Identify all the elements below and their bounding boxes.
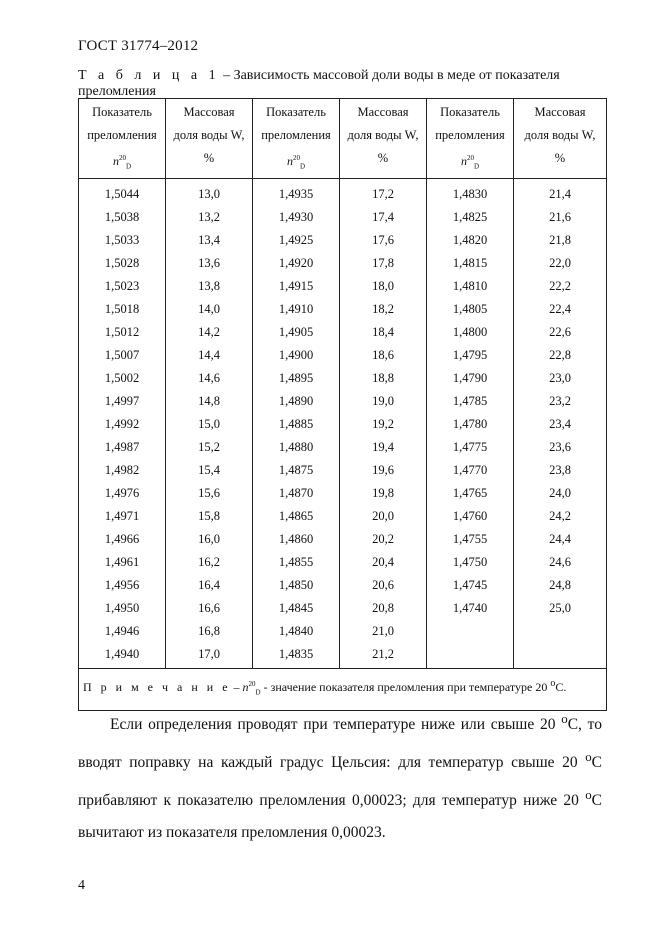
table-row: [79, 597, 607, 620]
table-cell: 22,0: [514, 252, 607, 275]
table-cell: 21,2: [340, 643, 427, 669]
table-cell: 1,5002: [79, 367, 166, 390]
table-cell: 14,6: [166, 367, 253, 390]
table-row: [79, 367, 607, 390]
table-cell: 16,2: [166, 551, 253, 574]
table-cell: 19,8: [340, 482, 427, 505]
table-cell: 19,2: [340, 413, 427, 436]
table-row: [79, 505, 607, 528]
table-cell: [514, 620, 607, 643]
table-cell: 1,4810: [427, 275, 514, 298]
table-cell: [427, 643, 514, 669]
table-cell: 14,4: [166, 344, 253, 367]
table-cell: 1,4900: [253, 344, 340, 367]
table-cell: 23,8: [514, 459, 607, 482]
table-cell: 1,4910: [253, 298, 340, 321]
table-cell: 18,4: [340, 321, 427, 344]
table-cell: 1,4920: [253, 252, 340, 275]
refraction-table: [78, 98, 607, 711]
table-cell: 1,4966: [79, 528, 166, 551]
table-cell: 1,4976: [79, 482, 166, 505]
table-header-row: [79, 99, 607, 179]
table-cell: 13,0: [166, 179, 253, 207]
table-cell: 23,0: [514, 367, 607, 390]
table-cell: 1,4971: [79, 505, 166, 528]
table-cell: 1,4946: [79, 620, 166, 643]
table-row: [79, 482, 607, 505]
table-cell: 1,5018: [79, 298, 166, 321]
table-cell: 1,4835: [253, 643, 340, 669]
table-cell: 1,4795: [427, 344, 514, 367]
header-water-1: Массовая доля воды W, %: [166, 99, 253, 179]
table-cell: 14,8: [166, 390, 253, 413]
table-note: П р и м е ч а н и е – $n^{20}_D$ - значение показателя преломления при температуре 20 $^o$С.: [79, 669, 607, 710]
header-water-3: Массовая доля воды W, %: [514, 99, 607, 179]
table-cell: 18,2: [340, 298, 427, 321]
table-cell: 1,4982: [79, 459, 166, 482]
table-cell: 17,0: [166, 643, 253, 669]
table-cell: 22,4: [514, 298, 607, 321]
table-cell: 22,8: [514, 344, 607, 367]
table-row: [79, 551, 607, 574]
table-row: [79, 643, 607, 669]
table-cell: 1,4895: [253, 367, 340, 390]
table-row: [79, 229, 607, 252]
table-cell: 1,4997: [79, 390, 166, 413]
table-row: [79, 252, 607, 275]
table-cell: 18,6: [340, 344, 427, 367]
table-cell: 1,4775: [427, 436, 514, 459]
table-cell: 1,4765: [427, 482, 514, 505]
table-cell: 13,6: [166, 252, 253, 275]
table-cell: 20,6: [340, 574, 427, 597]
table-cell: 1,4961: [79, 551, 166, 574]
table-caption: [78, 68, 598, 100]
table-row: [79, 459, 607, 482]
table-cell: 23,6: [514, 436, 607, 459]
table-row: [79, 206, 607, 229]
table-cell: 14,0: [166, 298, 253, 321]
table-cell: 24,8: [514, 574, 607, 597]
table-cell: 1,4840: [253, 620, 340, 643]
table-cell: 21,4: [514, 179, 607, 207]
table-cell: 1,4845: [253, 597, 340, 620]
table-cell: 1,4890: [253, 390, 340, 413]
table-cell: 24,2: [514, 505, 607, 528]
table-cell: 1,4915: [253, 275, 340, 298]
table-cell: 21,0: [340, 620, 427, 643]
table-cell: 22,6: [514, 321, 607, 344]
table-cell: 1,4825: [427, 206, 514, 229]
table-cell: 17,6: [340, 229, 427, 252]
table-cell: 18,8: [340, 367, 427, 390]
table-cell: 1,4850: [253, 574, 340, 597]
table-cell: 1,4745: [427, 574, 514, 597]
table-cell: 16,8: [166, 620, 253, 643]
table-cell: [427, 620, 514, 643]
table-cell: 1,5033: [79, 229, 166, 252]
table-cell: 20,8: [340, 597, 427, 620]
table-cell: 1,4905: [253, 321, 340, 344]
table-cell: 19,0: [340, 390, 427, 413]
table-cell: 15,8: [166, 505, 253, 528]
table-cell: 13,2: [166, 206, 253, 229]
table-cell: 24,6: [514, 551, 607, 574]
table-cell: 1,5044: [79, 179, 166, 207]
table-cell: 1,4950: [79, 597, 166, 620]
table-row: [79, 344, 607, 367]
table-cell: 1,4956: [79, 574, 166, 597]
table-cell: 15,2: [166, 436, 253, 459]
table-cell: 20,2: [340, 528, 427, 551]
table-cell: 16,6: [166, 597, 253, 620]
table-cell: 23,4: [514, 413, 607, 436]
table-row: [79, 275, 607, 298]
table-cell: 23,2: [514, 390, 607, 413]
table-cell: [514, 643, 607, 669]
table-row: [79, 179, 607, 207]
table-cell: 1,4760: [427, 505, 514, 528]
table-cell: 21,8: [514, 229, 607, 252]
table-cell: 19,6: [340, 459, 427, 482]
header-refraction-2: Показатель преломления $n^{20}_D$: [253, 99, 340, 179]
table-cell: 25,0: [514, 597, 607, 620]
table-cell: 1,5038: [79, 206, 166, 229]
table-row: [79, 574, 607, 597]
table-cell: 13,4: [166, 229, 253, 252]
table-cell: 15,6: [166, 482, 253, 505]
table-cell: 1,4770: [427, 459, 514, 482]
table-cell: 21,6: [514, 206, 607, 229]
document-header: ГОСТ 31774–2012: [78, 38, 199, 54]
table-cell: 1,4930: [253, 206, 340, 229]
header-refraction-1: Показатель преломления $n^{20}_D$: [79, 99, 166, 179]
table-cell: 1,5023: [79, 275, 166, 298]
table-cell: 1,4785: [427, 390, 514, 413]
table-cell: 1,5007: [79, 344, 166, 367]
table-cell: 1,5012: [79, 321, 166, 344]
table-cell: 1,4885: [253, 413, 340, 436]
page-number: 4: [78, 878, 85, 893]
table-cell: 1,4755: [427, 528, 514, 551]
table-row: [79, 436, 607, 459]
table-cell: 1,4880: [253, 436, 340, 459]
table-row: [79, 390, 607, 413]
table-cell: 16,0: [166, 528, 253, 551]
table-cell: 1,4815: [427, 252, 514, 275]
table-cell: 22,2: [514, 275, 607, 298]
table-cell: 24,4: [514, 528, 607, 551]
table-cell: 1,4820: [427, 229, 514, 252]
table-cell: 17,2: [340, 179, 427, 207]
table-cell: 1,5028: [79, 252, 166, 275]
table-cell: 15,4: [166, 459, 253, 482]
table-cell: 1,4935: [253, 179, 340, 207]
table-caption-label: Т а б л и ц а 1: [78, 68, 220, 83]
table-cell: 1,4987: [79, 436, 166, 459]
table-cell: 19,4: [340, 436, 427, 459]
table-cell: 17,8: [340, 252, 427, 275]
table-cell: 1,4860: [253, 528, 340, 551]
table-cell: 1,4940: [79, 643, 166, 669]
table-row: [79, 321, 607, 344]
header-refraction-3: Показатель преломления $n^{20}_D$: [427, 99, 514, 179]
table-cell: 1,4805: [427, 298, 514, 321]
table-cell: 18,0: [340, 275, 427, 298]
table-row: [79, 298, 607, 321]
table-cell: 16,4: [166, 574, 253, 597]
table-row: [79, 620, 607, 643]
table-cell: 1,4865: [253, 505, 340, 528]
table-cell: 1,4925: [253, 229, 340, 252]
table-cell: 1,4870: [253, 482, 340, 505]
table-cell: 20,0: [340, 505, 427, 528]
table-cell: 20,4: [340, 551, 427, 574]
table-row: [79, 528, 607, 551]
body-paragraph: Если определения проводят при температуре ниже или свыше 20 $^o$С, то вводят поправку на каждый градус Цельсия: для температур свыше 20 $^o$С прибавляют к показателю преломления 0,00023; для температур ниже 20 $^o$С вычитают из показателя преломления 0,00023.: [78, 711, 602, 842]
table-cell: 1,4800: [427, 321, 514, 344]
table-row: [79, 413, 607, 436]
table-cell: 24,0: [514, 482, 607, 505]
table-cell: 1,4992: [79, 413, 166, 436]
table-cell: 13,8: [166, 275, 253, 298]
table-caption-text: – Зависимость массовой доли воды в меде от показателя преломления: [78, 68, 560, 99]
table-cell: 1,4830: [427, 179, 514, 207]
table-cell: 17,4: [340, 206, 427, 229]
table-cell: 1,4875: [253, 459, 340, 482]
table-cell: 1,4740: [427, 597, 514, 620]
table-cell: 14,2: [166, 321, 253, 344]
table-cell: 1,4790: [427, 367, 514, 390]
table-cell: 1,4750: [427, 551, 514, 574]
table-body: [79, 179, 607, 669]
table-cell: 1,4855: [253, 551, 340, 574]
header-water-2: Массовая доля воды W, %: [340, 99, 427, 179]
table-cell: 15,0: [166, 413, 253, 436]
table-cell: 1,4780: [427, 413, 514, 436]
